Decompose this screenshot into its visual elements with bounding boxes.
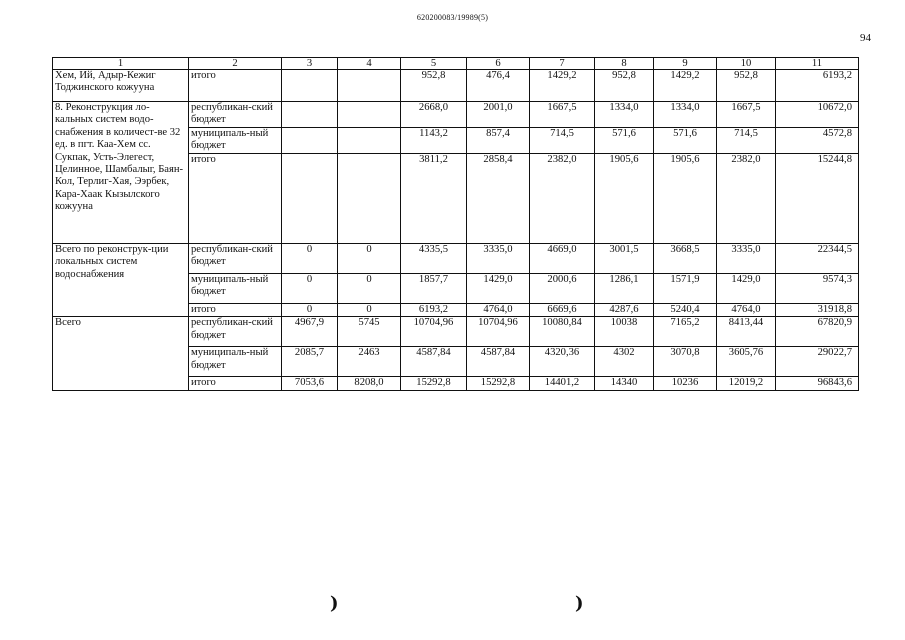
document-id: 620200083/19989(5) xyxy=(416,13,489,22)
value-cell: 3335,0 xyxy=(717,244,776,274)
value-cell: 1571,9 xyxy=(654,274,717,304)
value-cell: 1667,5 xyxy=(717,102,776,128)
value-cell: 1857,7 xyxy=(401,274,467,304)
header-row xyxy=(53,58,859,70)
header-cell: 8 xyxy=(595,58,654,70)
header-cell: 7 xyxy=(530,58,595,70)
handwritten-mark: ) xyxy=(575,593,584,614)
value-cell: 1429,0 xyxy=(467,274,530,304)
value-cell: 952,8 xyxy=(401,70,467,102)
value-cell: 571,6 xyxy=(595,128,654,154)
value-cell: 8413,44 xyxy=(717,317,776,347)
value-cell: 4335,5 xyxy=(401,244,467,274)
value-cell: 714,5 xyxy=(717,128,776,154)
value-cell: 1334,0 xyxy=(654,102,717,128)
funding-source: муниципаль-ный бюджет xyxy=(189,274,282,304)
value-cell: 29022,7 xyxy=(776,347,859,377)
value-cell: 4302 xyxy=(595,347,654,377)
value-cell: 96843,6 xyxy=(776,377,859,390)
table-row xyxy=(53,244,859,274)
value-cell: 1429,2 xyxy=(654,70,717,102)
value-cell: 2668,0 xyxy=(401,102,467,128)
header-cell: 3 xyxy=(282,58,338,70)
value-cell: 10704,96 xyxy=(467,317,530,347)
value-cell: 5240,4 xyxy=(654,304,717,317)
header-cell: 10 xyxy=(717,58,776,70)
budget-table xyxy=(52,57,859,391)
value-cell: 15244,8 xyxy=(776,154,859,244)
value-cell: 1286,1 xyxy=(595,274,654,304)
funding-source: республикан-ский бюджет xyxy=(189,317,282,347)
value-cell: 7165,2 xyxy=(654,317,717,347)
value-cell xyxy=(282,154,338,244)
value-cell: 4587,84 xyxy=(467,347,530,377)
value-cell xyxy=(282,70,338,102)
value-cell: 10080,84 xyxy=(530,317,595,347)
value-cell: 4287,6 xyxy=(595,304,654,317)
value-cell: 6193,2 xyxy=(401,304,467,317)
value-cell: 2858,4 xyxy=(467,154,530,244)
funding-source: итого xyxy=(189,70,282,102)
header-cell: 5 xyxy=(401,58,467,70)
value-cell: 1429,0 xyxy=(717,274,776,304)
row-label: Хем, Ий, Адыр-Кежиг Тоджинского кожууна xyxy=(53,70,189,102)
funding-source: муниципаль-ный бюджет xyxy=(189,347,282,377)
value-cell: 1667,5 xyxy=(530,102,595,128)
value-cell: 2001,0 xyxy=(467,102,530,128)
value-cell: 6669,6 xyxy=(530,304,595,317)
value-cell: 3605,76 xyxy=(717,347,776,377)
header-cell: 2 xyxy=(189,58,282,70)
value-cell: 15292,8 xyxy=(467,377,530,390)
table-row xyxy=(53,102,859,128)
value-cell: 67820,9 xyxy=(776,317,859,347)
value-cell: 1905,6 xyxy=(654,154,717,244)
value-cell: 0 xyxy=(338,244,401,274)
value-cell: 0 xyxy=(282,244,338,274)
value-cell xyxy=(282,128,338,154)
value-cell: 8208,0 xyxy=(338,377,401,390)
value-cell: 3070,8 xyxy=(654,347,717,377)
value-cell: 4320,36 xyxy=(530,347,595,377)
value-cell: 6193,2 xyxy=(776,70,859,102)
value-cell xyxy=(338,102,401,128)
value-cell: 1143,2 xyxy=(401,128,467,154)
value-cell: 2463 xyxy=(338,347,401,377)
value-cell: 4572,8 xyxy=(776,128,859,154)
row-label: 8. Реконструкция ло-кальных систем водо-снабжения в количест-ве 32 ед. в пгт. Каа-Хем сс. Сукпак, Усть-Элегест, Целинное, Шамбалыг, Баян-Кол, Терлиг-Хая, Ээрбек, Кара-Хаак Кызылского кожууна xyxy=(53,102,189,244)
value-cell: 4669,0 xyxy=(530,244,595,274)
value-cell: 2000,6 xyxy=(530,274,595,304)
value-cell: 3335,0 xyxy=(467,244,530,274)
value-cell: 714,5 xyxy=(530,128,595,154)
value-cell: 1429,2 xyxy=(530,70,595,102)
value-cell: 12019,2 xyxy=(717,377,776,390)
value-cell: 14401,2 xyxy=(530,377,595,390)
value-cell: 2085,7 xyxy=(282,347,338,377)
value-cell: 3811,2 xyxy=(401,154,467,244)
header-cell: 9 xyxy=(654,58,717,70)
funding-source: республикан-ский бюджет xyxy=(189,244,282,274)
value-cell: 2382,0 xyxy=(530,154,595,244)
value-cell: 2382,0 xyxy=(717,154,776,244)
value-cell: 10672,0 xyxy=(776,102,859,128)
value-cell: 1334,0 xyxy=(595,102,654,128)
header-cell: 11 xyxy=(776,58,859,70)
value-cell: 4967,9 xyxy=(282,317,338,347)
table-row xyxy=(53,317,859,347)
funding-source: итого xyxy=(189,154,282,244)
value-cell: 0 xyxy=(282,274,338,304)
value-cell: 15292,8 xyxy=(401,377,467,390)
funding-source: республикан-ский бюджет xyxy=(189,102,282,128)
funding-source: муниципаль-ный бюджет xyxy=(189,128,282,154)
value-cell: 3668,5 xyxy=(654,244,717,274)
row-label: Всего xyxy=(53,317,189,390)
funding-source: итого xyxy=(189,304,282,317)
value-cell: 952,8 xyxy=(595,70,654,102)
value-cell: 14340 xyxy=(595,377,654,390)
value-cell: 22344,5 xyxy=(776,244,859,274)
header-cell: 1 xyxy=(53,58,189,70)
value-cell: 0 xyxy=(282,304,338,317)
value-cell: 952,8 xyxy=(717,70,776,102)
value-cell xyxy=(338,154,401,244)
value-cell xyxy=(338,128,401,154)
funding-source: итого xyxy=(189,377,282,390)
value-cell: 476,4 xyxy=(467,70,530,102)
value-cell: 3001,5 xyxy=(595,244,654,274)
value-cell: 857,4 xyxy=(467,128,530,154)
value-cell: 9574,3 xyxy=(776,274,859,304)
value-cell: 4587,84 xyxy=(401,347,467,377)
value-cell: 4764,0 xyxy=(717,304,776,317)
value-cell: 0 xyxy=(338,274,401,304)
value-cell: 571,6 xyxy=(654,128,717,154)
value-cell: 31918,8 xyxy=(776,304,859,317)
header-cell: 4 xyxy=(338,58,401,70)
value-cell: 0 xyxy=(338,304,401,317)
value-cell xyxy=(338,70,401,102)
value-cell: 10704,96 xyxy=(401,317,467,347)
value-cell xyxy=(282,102,338,128)
value-cell: 7053,6 xyxy=(282,377,338,390)
value-cell: 4764,0 xyxy=(467,304,530,317)
value-cell: 5745 xyxy=(338,317,401,347)
table-row xyxy=(53,70,859,102)
handwritten-mark: ) xyxy=(330,593,339,614)
page-number: 94 xyxy=(860,32,871,44)
header-cell: 6 xyxy=(467,58,530,70)
value-cell: 10236 xyxy=(654,377,717,390)
value-cell: 10038 xyxy=(595,317,654,347)
value-cell: 1905,6 xyxy=(595,154,654,244)
row-label: Всего по реконструк-ции локальных систем водоснабжения xyxy=(53,244,189,317)
